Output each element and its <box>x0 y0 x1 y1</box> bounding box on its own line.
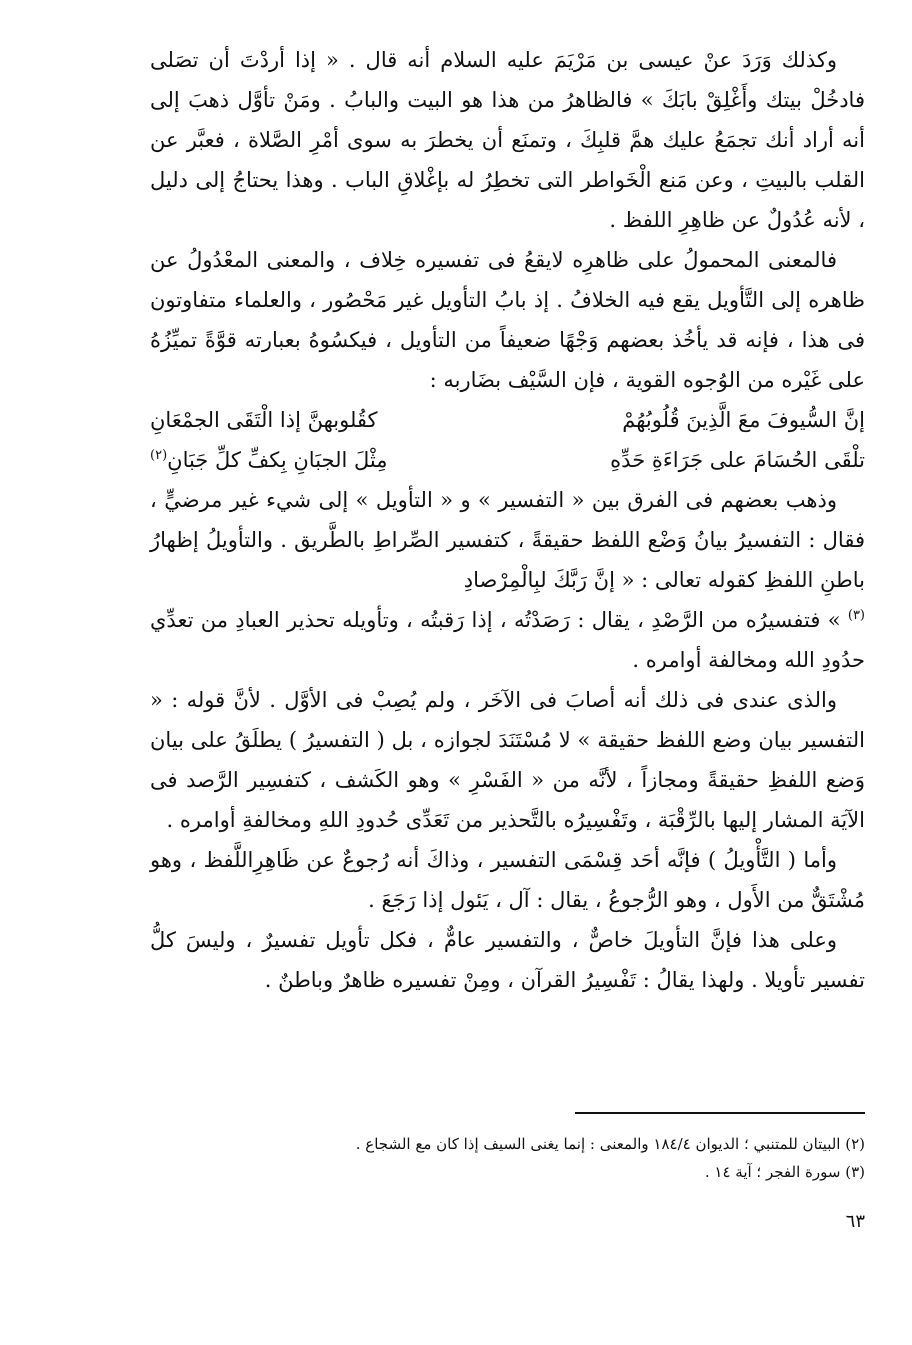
poem-verse-2-second-hemistich: مِثْلَ الجبَانِ بِكفِّ كلِّ جَبَانِ <box>167 448 388 472</box>
footnote-ref-2: (٢) <box>150 448 168 463</box>
paragraph-2: فالمعنى المحمولُ على ظاهرِه لايقعُ فى تفسيره خِلاف ، والمعنى المعْدُولُ عن ظاهره إلى التَّأويل يقع فيه الخلافُ . إذ بابُ التأويل غير مَحْصُور ، والعلماء متفاوتون فى هذا ، فإنه قد يأخُذ بعضهم وَجْهًا ضعيفاً من التأويل ، فيكسُوهُ بعبارته قوَّةً تميِّزُهُ على غَيْره من الوُجوه القوية ، فإن السَّيْف بضَاربه : <box>150 248 865 392</box>
paragraph-6: وعلى هذا فإنَّ التأويلَ خاصٌّ ، والتفسير عامٌّ ، فكل تأويل تفسيرٌ ، وليسَ كلُّ تفسير تأويلا . ولهذا يقالُ : تَفْسِيرُ القرآن ، ومِنْ تفسيره ظاهرٌ وباطنٌ . <box>150 928 865 992</box>
poem-verse-2 <box>150 440 865 480</box>
poem-verse-2-first-hemistich: تلْقَى الحُسَامَ على جَرَاءَةِ حَدِّهِ <box>610 448 865 472</box>
poem-verse-1-second-hemistich: كقُلوبهنَّ إذا الْتَقَى الجمْعَانِ <box>150 408 378 432</box>
paragraph-1: وكذلك وَرَدَ عنْ عيسى بن مَرْيَمَ عليه السلام أنه قال . « إذا أردْتَ أن تصَلى فادخُلْ بيتك وأَغْلِقْ بابَكَ » فالظاهرُ من هذا هو البيت والبابُ . ومَنْ تأوَّل ذهبَ إلى أنه أراد أنك تجمَعُ عليك همَّ قلبِكَ ، وتمنَع أن يخطرَ به سوى أمْرِ الصَّلاة ، فعبَّر عن القلب بالبيتِ ، وعن مَنع الْخَواطر التى تخطِرُ له بإغْلاقِ الباب . وهذا يحتاجُ إلى دليل ، لأنه عُدُولٌ عن ظاهِرِ اللفظ . <box>150 48 865 232</box>
paragraph-4: والذى عندى فى ذلك أنه أصابَ فى الآخَر ، ولم يُصِبْ فى الأوَّل . لأنَّ قوله : « التفسير بيان وضع اللفظ حقيقة » لا مُسْتَنَدَ لجوازه ، بل ( التفسيرُ ) يطلَقُ على بيان وَضع اللفظِ حقيقةً ومجازاً ، لأنَّه من « الفَسْرِ » وهو الكَشف ، كتفسِير الرَّصد فى الآيَة المشار إليها بالرِّقْبَة ، وتَفْسِيرُه بالتَّحذير من تَعَدِّى حُدودِ اللهِ ومخالفةِ أوامره . <box>150 688 865 832</box>
footnote-3: (٣) سورة الفجر ؛ آية ١٤ . <box>704 1163 865 1181</box>
main-text <box>150 40 865 1000</box>
footnotes <box>150 1130 865 1186</box>
book-page <box>150 40 865 1330</box>
footnote-ref-3: (٣) <box>847 608 865 623</box>
footnote-divider <box>575 1112 865 1114</box>
poem-verse-2-second-hemistich-wrap <box>150 440 388 480</box>
poem-verse-1-first-hemistich: إنَّ السُّيوفَ معَ الَّذِينَ قُلُوبُهُمْ <box>622 408 865 432</box>
paragraph-5: وأما ( التَّأْويلُ ) فإنَّه أحَد قِسْمَى التفسير ، وذاكَ أنه رُجوعٌ عن ظَاهِرِاللَّفظ ، وهو مُشْتَقٌّ من الأَول ، وهو الرُّجوعُ ، يقال : آل ، يَئول إذا رَجَعَ . <box>150 848 865 912</box>
paragraph-3-cont <box>150 600 865 680</box>
poem <box>150 400 865 480</box>
paragraph-3-continuation: » فتفسيرُه من الرَّصْدِ ، يقال : رَصَدْتُه ، إذا رَقبتُه ، وتأويله تحذير العبادِ من تعدِّي حدُودِ الله ومخالفة أوامره . <box>150 608 865 672</box>
page-number: ٦٣ <box>845 1211 865 1232</box>
paragraph-3: وذهب بعضهم فى الفرق بين « التفسير » و « التأويل » إلى شيء غير مرضيٍّ ، فقال : التفسيرُ بيانُ وَضْع اللفظ حقيقةً ، كتفسير الصِّراطِ بالطَّريق . والتأويلُ إظهارُ باطنِ اللفظِ كقوله تعالى : « إنَّ رَبَّكَ لبِالْمِرْصادِ <box>150 488 865 592</box>
poem-verse-1 <box>150 400 865 440</box>
footnote-2: (٢) البيتان للمتنبي ؛ الديوان ١٨٤/٤ والمعنى : إنما يغنى السيف إذا كان مع الشجاع . <box>355 1135 865 1153</box>
